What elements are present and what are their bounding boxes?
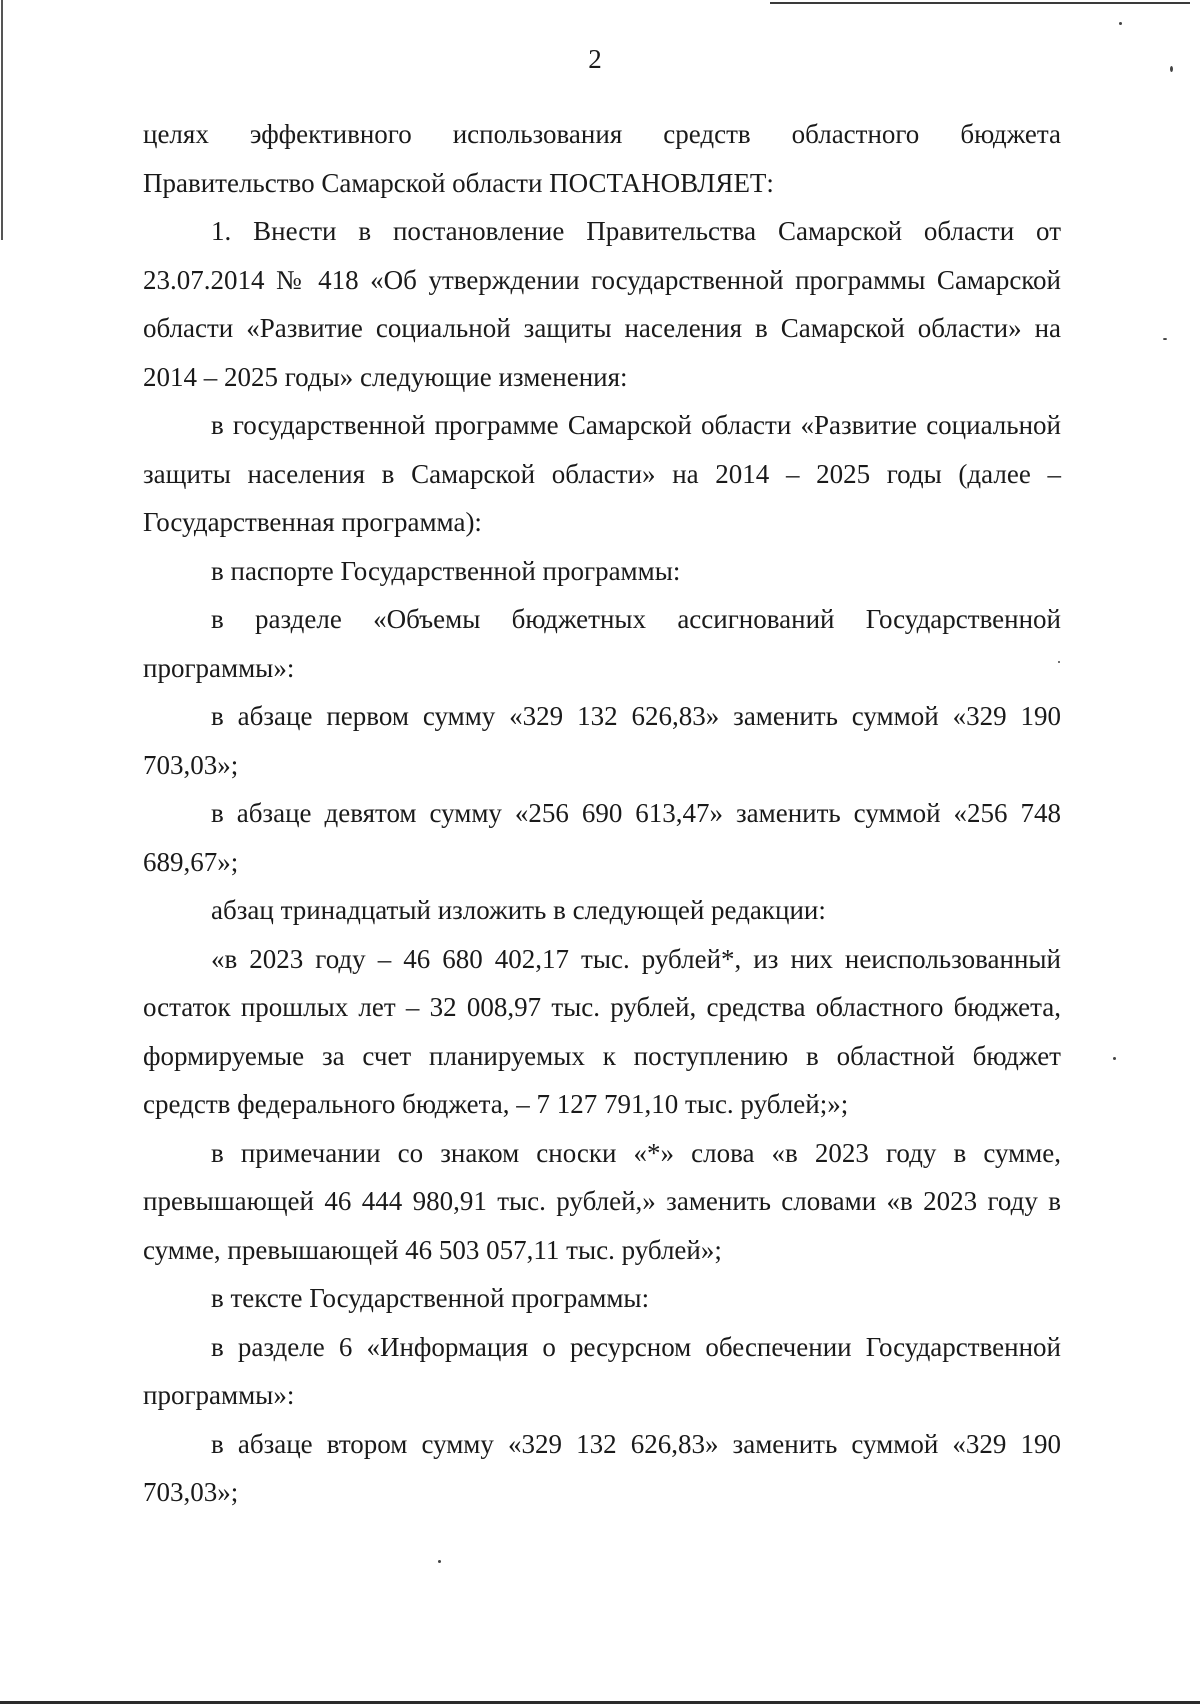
paragraph-second-abzac: в абзаце втором сумму «329 132 626,83» заменить суммой «329 190 703,03»; (143, 1428, 1061, 1507)
document-body (143, 110, 1061, 1517)
paragraph-ninth-abzac: в абзаце девятом сумму «256 690 613,47» заменить суммой «256 748 689,67»; (143, 798, 1061, 877)
scan-speck (1163, 338, 1167, 340)
paragraph-state-program: в государственной программе Самарской области «Развитие социальной защиты населения в Самарской области» на 2014 – 2025 годы (далее – Государственная программа): (143, 410, 1061, 537)
paragraph-item-1: 1. Внести в постановление Правительства Самарской области от 23.07.2014 № 418 «Об утверждении государственной программы Самарской области «Развитие социальной защиты населения в Самарской области» на 2014 – 2025 годы» следующие изменения: (143, 216, 1061, 392)
paragraph-passport: в паспорте Государственной программы: (211, 555, 681, 586)
scan-speck (1119, 22, 1122, 25)
scan-border-left (1, 0, 3, 240)
paragraph-2023-amount: «в 2023 году – 46 680 402,17 тыс. рублей*, из них неиспользованный остаток прошлых лет – 32 008,97 тыс. рублей, средства областного бюджета, формируемые за счет планируемых к поступлению в областной бюджет средств федерального бюджета, – 7 127 791,10 тыс. рублей;»; (143, 943, 1061, 1119)
paragraph-section-6: в разделе 6 «Информация о ресурсном обеспечении Государственной программы»: (143, 1331, 1061, 1410)
scan-speck (1113, 1057, 1116, 1060)
paragraph-first-abzac: в абзаце первом сумму «329 132 626,83» заменить суммой «329 190 703,03»; (143, 701, 1061, 780)
page-number: 2 (588, 44, 602, 74)
paragraph-footnote: в примечании со знаком сноски «*» слова «в 2023 году в сумме, превышающей 46 444 980,91 тыс. рублей,» заменить словами «в 2023 году в сумме, превышающей 46 503 057,11 тыс. рублей»; (143, 1137, 1061, 1265)
paragraph-preamble: целях эффективного использования средств областного бюджета Правительство Самарской области ПОСТАНОВЛЯЕТ: (143, 119, 1061, 198)
paragraph-budget-section: в разделе «Объемы бюджетных ассигнований Государственной программы»: (143, 604, 1061, 683)
scan-speck (438, 1560, 441, 1563)
paragraph-thirteenth-abzac: абзац тринадцатый изложить в следующей редакции: (211, 895, 826, 925)
scan-border-top (770, 2, 1190, 4)
paragraph-program-text: в тексте Государственной программы: (211, 1283, 650, 1313)
